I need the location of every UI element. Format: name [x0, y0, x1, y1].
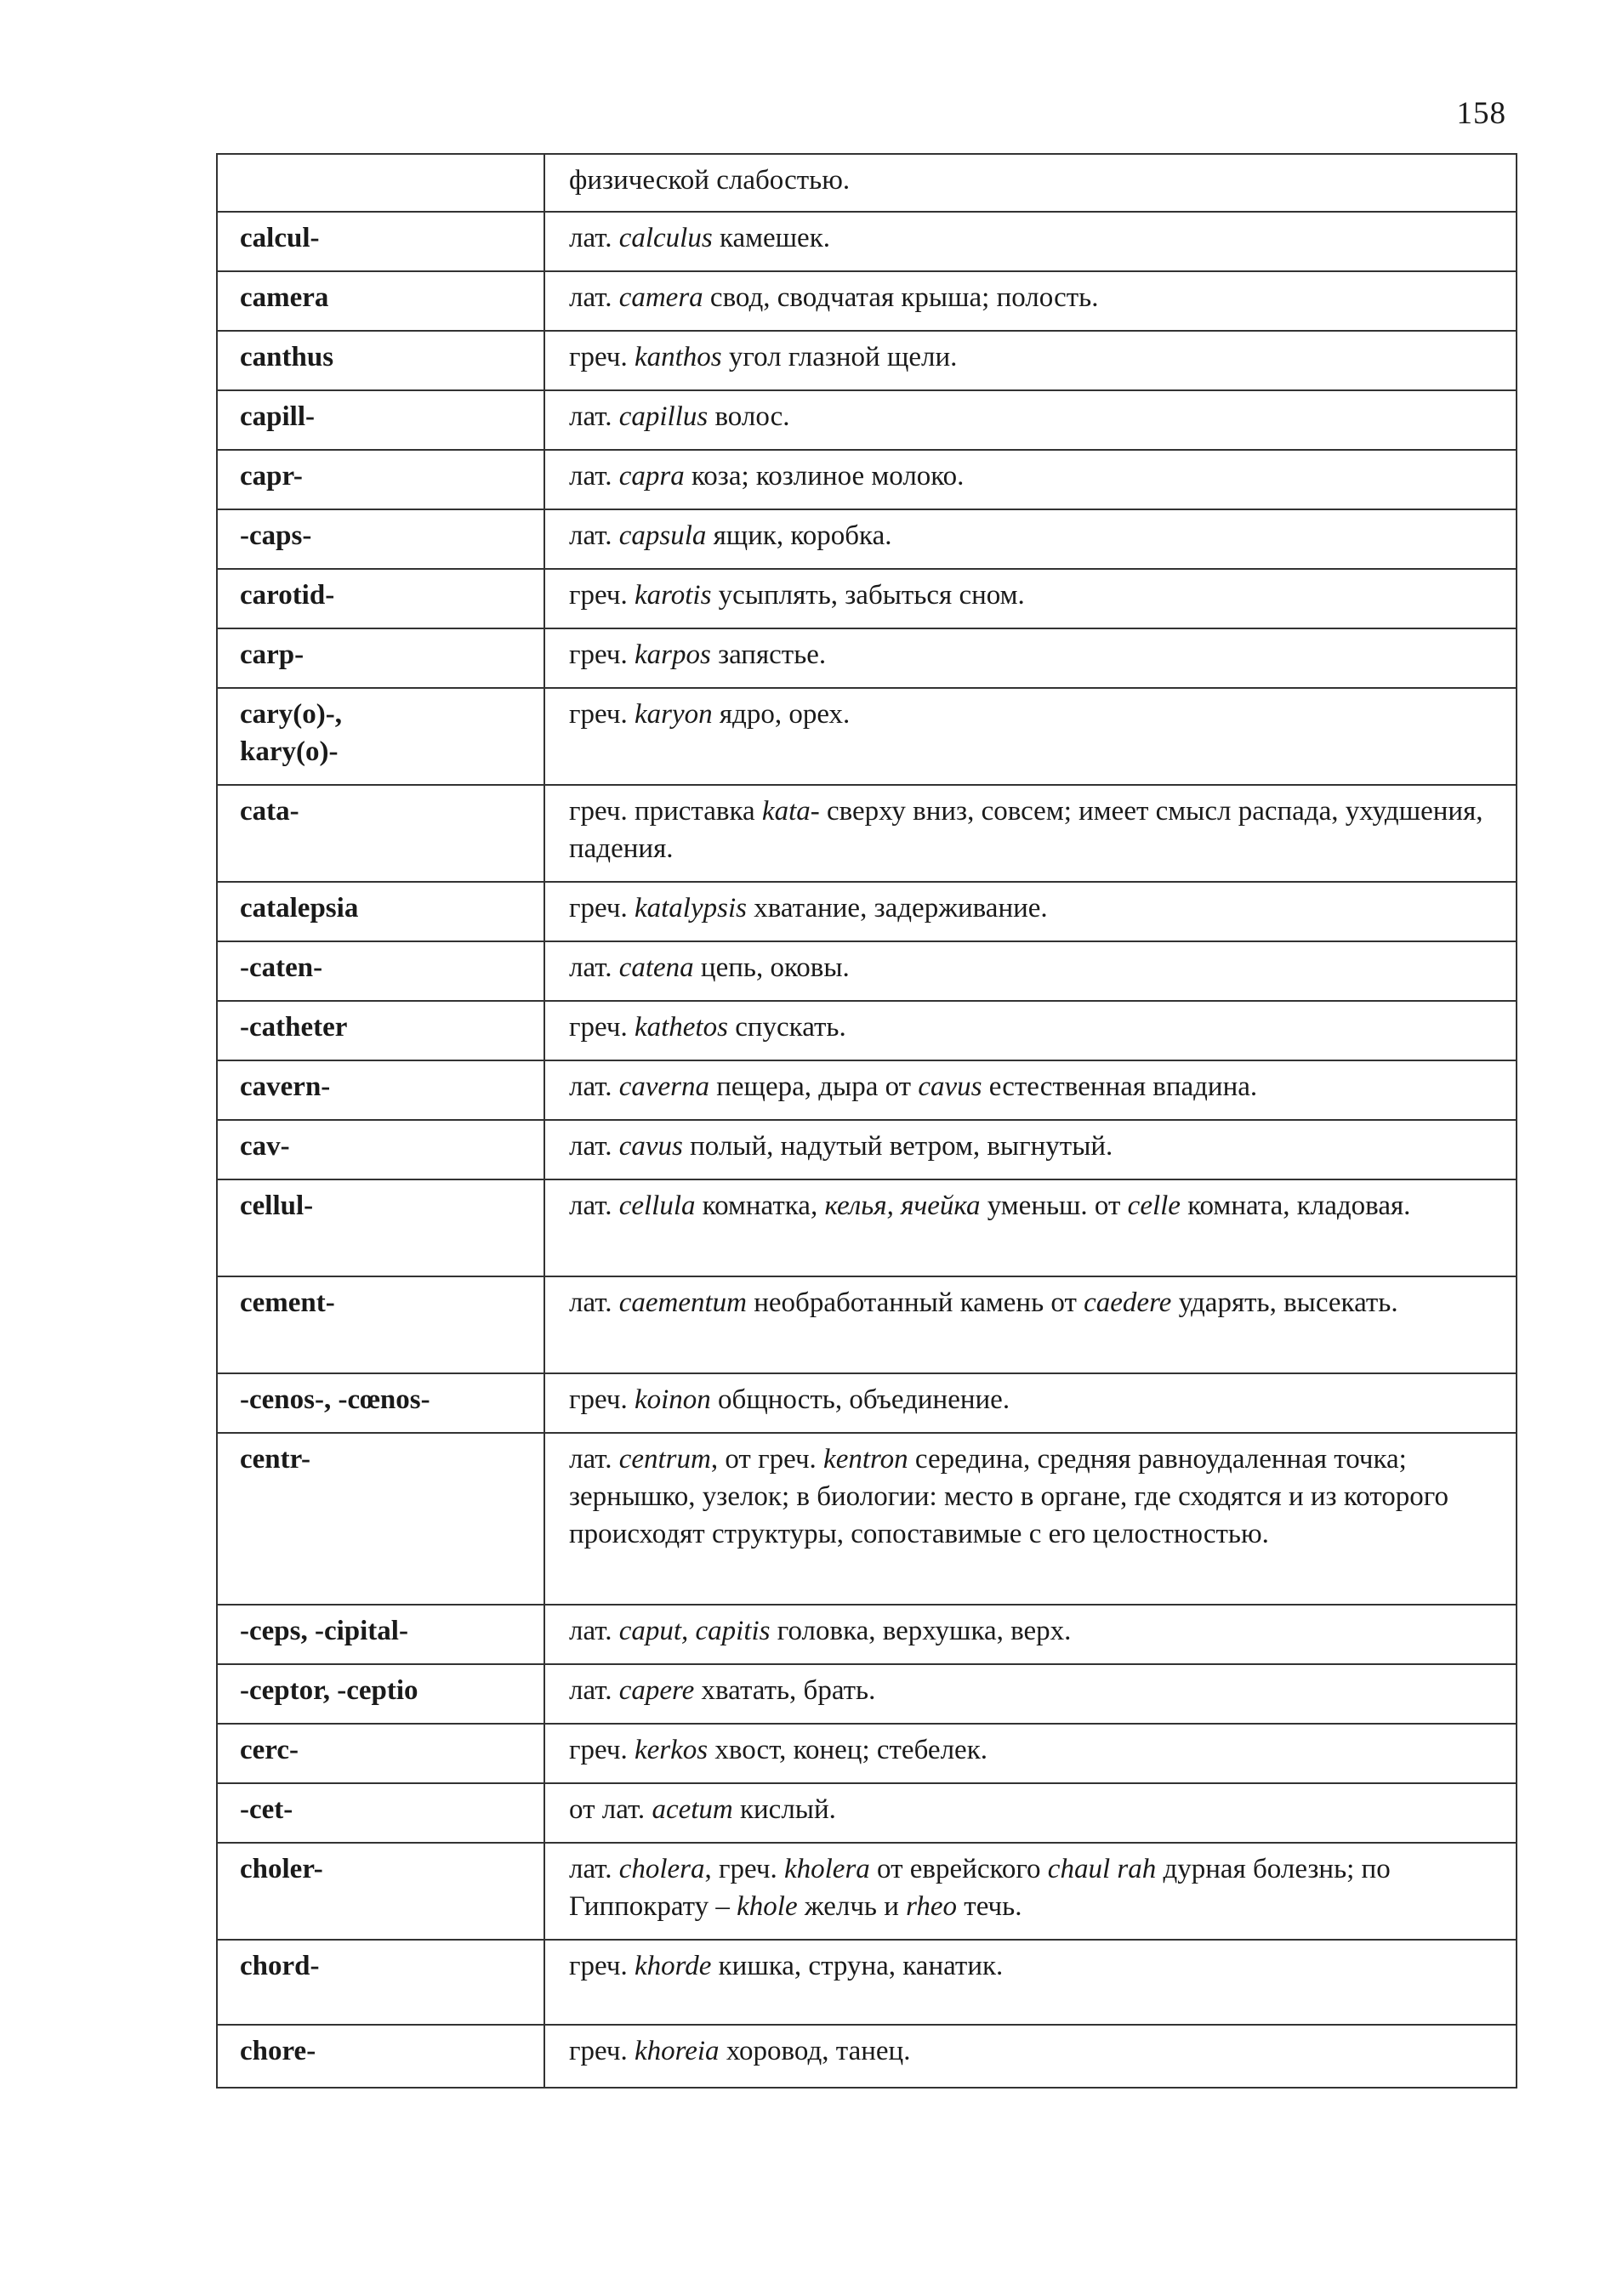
definition-cell	[544, 450, 1517, 509]
definition-segment: течь.	[957, 1891, 1022, 1922]
definition-cell	[544, 1605, 1517, 1664]
term-cell: cata-	[217, 785, 544, 882]
definition-segment: греч.	[569, 580, 635, 611]
definition-cell	[544, 1940, 1517, 2025]
definition-segment: ударять, высекать.	[1171, 1287, 1398, 1318]
definition-cell	[544, 569, 1517, 628]
term-cell: -cet-	[217, 1783, 544, 1843]
definition-cell	[544, 1724, 1517, 1783]
definition-cell	[544, 1120, 1517, 1179]
glossary-table-body	[217, 154, 1517, 2088]
definition-segment: греч.	[569, 1012, 635, 1043]
definition-segment: , от греч.	[710, 1444, 824, 1475]
table-row	[217, 1373, 1517, 1433]
definition-segment: желчь и	[797, 1891, 907, 1922]
definition-segment: коза; козлиное молоко.	[684, 461, 965, 492]
definition-italic-segment: catena	[618, 952, 694, 983]
definition-segment: лат.	[569, 1071, 619, 1102]
definition-segment: греч.	[569, 639, 635, 670]
term-cell: -caten-	[217, 941, 544, 1001]
definition-italic-segment: cavus	[918, 1071, 982, 1102]
definition-italic-segment: katalypsis	[634, 893, 747, 924]
definition-segment: спускать.	[727, 1012, 846, 1043]
glossary-table	[216, 153, 1517, 2089]
table-row	[217, 390, 1517, 450]
definition-segment: греч.	[569, 1735, 635, 1765]
definition-segment: ящик, коробка.	[706, 520, 892, 551]
definition-italic-segment: caput, capitis	[618, 1616, 771, 1646]
definition-segment: от лат.	[569, 1794, 652, 1825]
definition-cell	[544, 1060, 1517, 1120]
definition-italic-segment: karyon	[634, 699, 713, 730]
definition-segment: лат.	[569, 1854, 619, 1884]
term-cell: -ceptor, -ceptio	[217, 1664, 544, 1724]
definition-segment: , греч.	[704, 1854, 784, 1884]
definition-segment: лат.	[569, 223, 619, 253]
definition-italic-segment: acetum	[652, 1794, 733, 1825]
table-row	[217, 1001, 1517, 1060]
table-row	[217, 628, 1517, 688]
table-row	[217, 569, 1517, 628]
definition-segment: лат.	[569, 282, 619, 313]
definition-segment: физической слабостью.	[569, 165, 851, 196]
definition-segment: необработанный камень от	[746, 1287, 1084, 1318]
definition-italic-segment: caementum	[618, 1287, 747, 1318]
definition-italic-segment: , келья, ячейка	[810, 1191, 981, 1221]
table-row	[217, 941, 1517, 1001]
definition-italic-segment: chaul rah	[1047, 1854, 1157, 1884]
definition-segment: комната, кладовая.	[1180, 1191, 1411, 1221]
definition-cell	[544, 882, 1517, 941]
definition-segment: греч.	[569, 2036, 635, 2066]
definition-segment: лат.	[569, 952, 619, 983]
definition-italic-segment: cavus	[618, 1131, 683, 1162]
table-row	[217, 1060, 1517, 1120]
table-row	[217, 1940, 1517, 2025]
definition-segment: лат.	[569, 1675, 619, 1706]
definition-segment: уменьш. от	[980, 1191, 1128, 1221]
definition-cell	[544, 688, 1517, 785]
definition-cell	[544, 1001, 1517, 1060]
table-row	[217, 1843, 1517, 1940]
definition-segment: греч.	[569, 342, 635, 372]
term-cell: catalepsia	[217, 882, 544, 941]
definition-cell	[544, 1843, 1517, 1940]
term-cell: calcul-	[217, 212, 544, 271]
definition-cell	[544, 331, 1517, 390]
definition-segment: кишка, струна, канатик.	[711, 1951, 1004, 1981]
definition-segment: хватание, задерживание.	[746, 893, 1048, 924]
term-cell	[217, 154, 544, 212]
term-cell: capr-	[217, 450, 544, 509]
table-row	[217, 212, 1517, 271]
term-cell: choler-	[217, 1843, 544, 1940]
definition-cell	[544, 2025, 1517, 2088]
definition-segment: греч.	[569, 893, 635, 924]
table-row	[217, 271, 1517, 331]
term-cell: -ceps, -cipital-	[217, 1605, 544, 1664]
definition-segment: кислый.	[732, 1794, 836, 1825]
term-cell: -cenos-, -cœnos-	[217, 1373, 544, 1433]
term-cell: cary(o)-, kary(o)-	[217, 688, 544, 785]
term-cell: -caps-	[217, 509, 544, 569]
table-row	[217, 2025, 1517, 2088]
definition-italic-segment: kata-	[761, 796, 820, 827]
definition-cell	[544, 1276, 1517, 1373]
definition-segment: общность, объединение.	[710, 1384, 1010, 1415]
table-row	[217, 785, 1517, 882]
table-row	[217, 1276, 1517, 1373]
definition-segment: угол глазной щели.	[721, 342, 958, 372]
table-row	[217, 331, 1517, 390]
definition-italic-segment: kathetos	[634, 1012, 728, 1043]
definition-cell	[544, 390, 1517, 450]
definition-italic-segment: karotis	[634, 580, 712, 611]
definition-cell	[544, 154, 1517, 212]
definition-segment: лат.	[569, 1287, 619, 1318]
term-cell: capill-	[217, 390, 544, 450]
definition-segment: лат.	[569, 461, 619, 492]
definition-italic-segment: celle	[1127, 1191, 1181, 1221]
page-number: 158	[1456, 96, 1506, 131]
definition-italic-segment: kanthos	[634, 342, 722, 372]
term-cell: chore-	[217, 2025, 544, 2088]
definition-segment: естественная впадина.	[982, 1071, 1258, 1102]
definition-italic-segment: kentron	[823, 1444, 908, 1475]
definition-italic-segment: khole	[737, 1891, 798, 1922]
definition-cell	[544, 785, 1517, 882]
term-cell: cerc-	[217, 1724, 544, 1783]
definition-segment: волос.	[708, 401, 790, 432]
definition-segment: запястье.	[710, 639, 827, 670]
definition-italic-segment: koinon	[634, 1384, 711, 1415]
definition-italic-segment: capsula	[618, 520, 707, 551]
term-cell: chord-	[217, 1940, 544, 2025]
definition-segment: лат.	[569, 1131, 619, 1162]
definition-italic-segment: khorde	[634, 1951, 712, 1981]
definition-segment: цепь, оковы.	[693, 952, 850, 983]
definition-segment: лат.	[569, 1444, 619, 1475]
definition-cell	[544, 628, 1517, 688]
definition-segment: хоровод, танец.	[719, 2036, 911, 2066]
definition-cell	[544, 1664, 1517, 1724]
definition-segment: греч.	[569, 699, 635, 730]
term-cell: cement-	[217, 1276, 544, 1373]
definition-segment: лат.	[569, 1616, 619, 1646]
definition-segment: дурная болезнь; по Гиппократу –	[569, 1854, 1391, 1922]
definition-segment: комнатка	[695, 1191, 811, 1221]
definition-segment: головка, верхушка, верх.	[770, 1616, 1072, 1646]
definition-italic-segment: khoreia	[634, 2036, 720, 2066]
definition-italic-segment: capra	[618, 461, 685, 492]
definition-italic-segment: capere	[618, 1675, 695, 1706]
definition-cell	[544, 941, 1517, 1001]
definition-italic-segment: karpos	[634, 639, 711, 670]
definition-segment: греч.	[569, 1384, 635, 1415]
table-row	[217, 154, 1517, 212]
definition-segment: хватать, брать.	[694, 1675, 876, 1706]
table-row	[217, 1605, 1517, 1664]
definition-segment: греч.	[569, 1951, 635, 1981]
definition-segment: пещера, дыра от	[709, 1071, 919, 1102]
definition-italic-segment: capillus	[618, 401, 709, 432]
term-cell: carotid-	[217, 569, 544, 628]
definition-italic-segment: kerkos	[634, 1735, 709, 1765]
table-row	[217, 509, 1517, 569]
definition-cell	[544, 1373, 1517, 1433]
definition-cell	[544, 1433, 1517, 1605]
definition-segment: ядро, орех.	[712, 699, 851, 730]
definition-italic-segment: cholera	[618, 1854, 705, 1884]
term-cell: cav-	[217, 1120, 544, 1179]
term-cell: canthus	[217, 331, 544, 390]
table-row	[217, 1783, 1517, 1843]
definition-italic-segment: caverna	[618, 1071, 709, 1102]
definition-cell	[544, 271, 1517, 331]
term-cell: cavern-	[217, 1060, 544, 1120]
definition-italic-segment: cellula	[618, 1191, 696, 1221]
definition-cell	[544, 212, 1517, 271]
term-cell: centr-	[217, 1433, 544, 1605]
definition-cell	[544, 509, 1517, 569]
definition-segment: греч. приставка	[569, 796, 762, 827]
definition-segment: усыплять, забыться сном.	[711, 580, 1025, 611]
definition-segment: от еврейского	[869, 1854, 1048, 1884]
definition-segment: полый, надутый ветром, выгнутый.	[682, 1131, 1113, 1162]
definition-segment: лат.	[569, 520, 619, 551]
definition-italic-segment: kholera	[783, 1854, 870, 1884]
table-row	[217, 1120, 1517, 1179]
term-cell: carp-	[217, 628, 544, 688]
table-row	[217, 1724, 1517, 1783]
definition-segment: сверху вниз, совсем; имеет смысл распада, ухудшения, падения.	[569, 796, 1483, 864]
table-row	[217, 450, 1517, 509]
definition-italic-segment: centrum	[618, 1444, 711, 1475]
definition-italic-segment: rheo	[906, 1891, 958, 1922]
definition-cell	[544, 1179, 1517, 1276]
table-row	[217, 1179, 1517, 1276]
definition-italic-segment: camera	[618, 282, 703, 313]
definition-segment: лат.	[569, 1191, 619, 1221]
table-row	[217, 1433, 1517, 1605]
definition-segment: середина, средняя равноудаленная точка; зернышко, узелок; в биологии: место в органе, где сходятся и из которого происходят структуры, сопоставимые с его целостностью.	[569, 1444, 1448, 1549]
term-cell: cellul-	[217, 1179, 544, 1276]
definition-italic-segment: caedere	[1084, 1287, 1172, 1318]
definition-cell	[544, 1783, 1517, 1843]
definition-segment: камешек.	[712, 223, 830, 253]
definition-segment: свод, сводчатая крыша; полость.	[703, 282, 1099, 313]
table-row	[217, 688, 1517, 785]
table-row	[217, 1664, 1517, 1724]
definition-italic-segment: calculus	[618, 223, 713, 253]
term-cell: camera	[217, 271, 544, 331]
table-row	[217, 882, 1517, 941]
definition-segment: хвост, конец; стебелек.	[708, 1735, 987, 1765]
definition-segment: лат.	[569, 401, 619, 432]
term-cell: -catheter	[217, 1001, 544, 1060]
